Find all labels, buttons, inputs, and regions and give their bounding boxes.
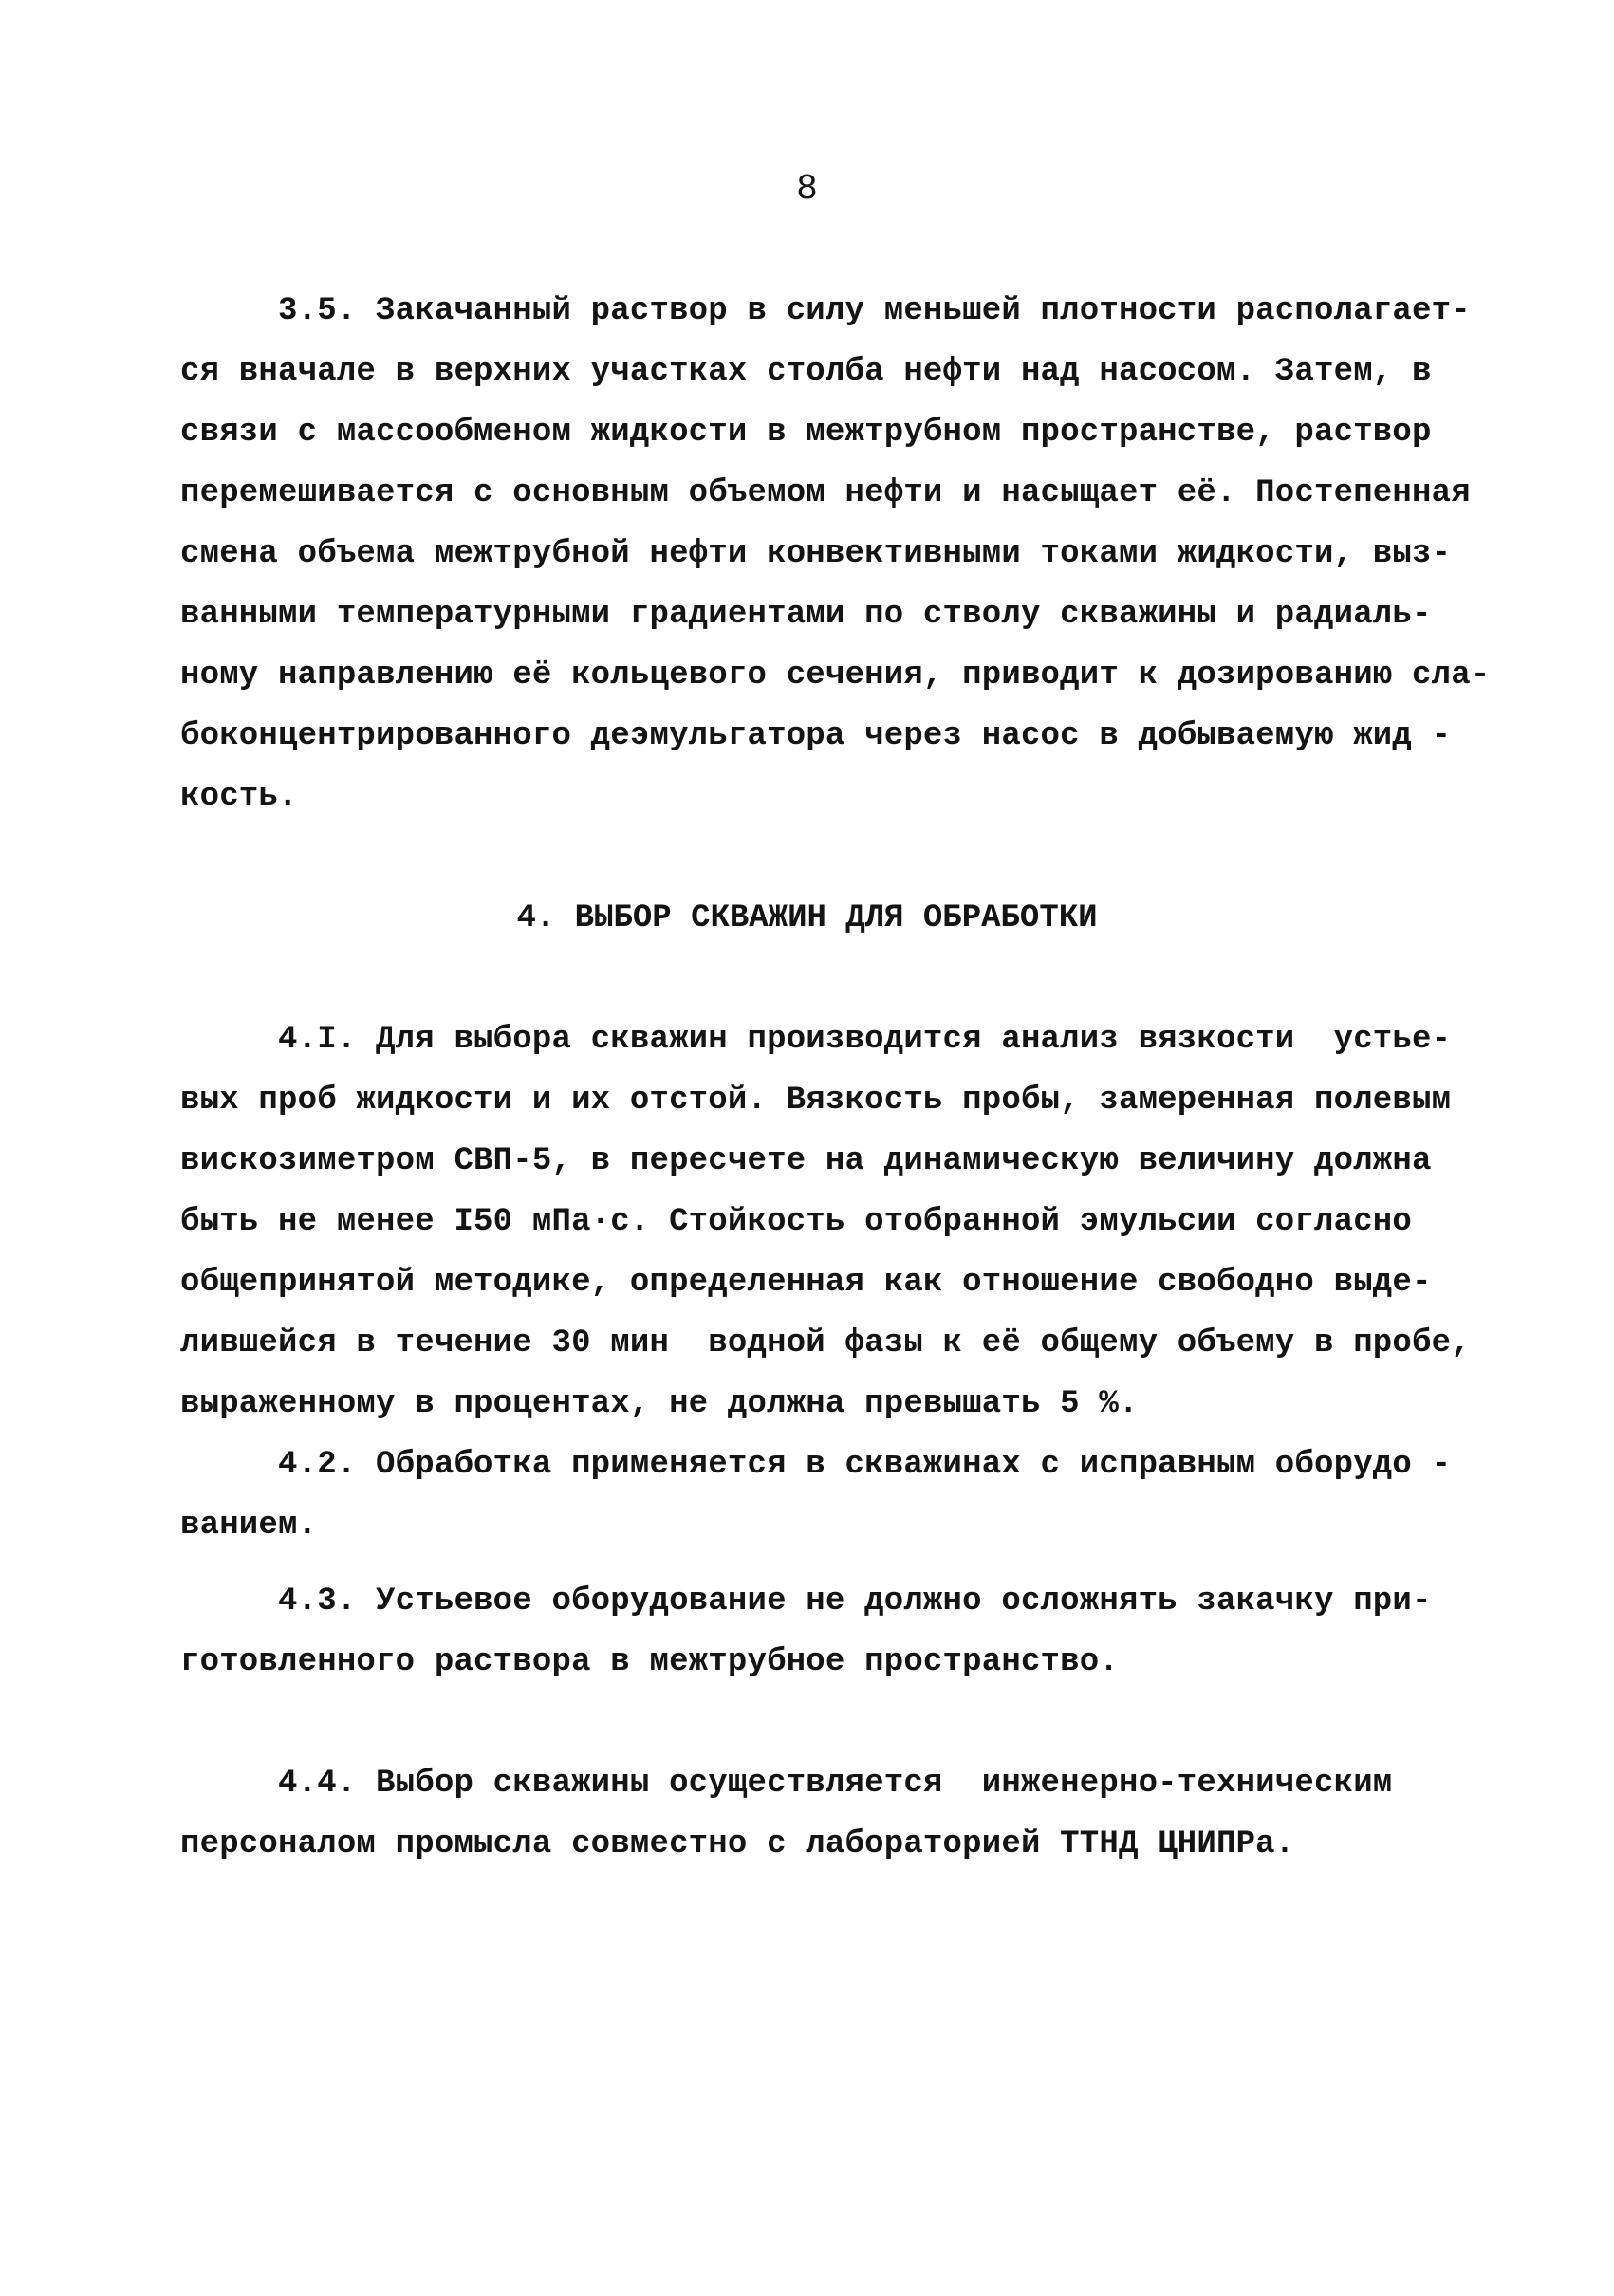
- text-line: 3.5. Закачанный раствор в силу меньшей плотности располагает-: [180, 293, 1471, 329]
- text-line: общепринятой методике, определенная как отношение свободно выде-: [180, 1265, 1432, 1301]
- text-line: вискозиметром СВП-5, в пересчете на динамическую величину должна: [180, 1143, 1432, 1179]
- text-line: 4.I. Для выбора скважин производится анализ вязкости устье-: [180, 1022, 1452, 1058]
- text-line: связи с массообменом жидкости в межтрубном пространстве, раствор: [180, 415, 1432, 451]
- text-line: лившейся в течение 30 мин водной фазы к её общему объему в пробе,: [180, 1325, 1471, 1361]
- text-line: боконцентрированного деэмульгатора через насос в добываемую жид -: [180, 718, 1452, 754]
- text-line: быть не менее I50 мПа·с. Стойкость отобранной эмульсии согласно: [180, 1204, 1413, 1240]
- section-heading: 4. ВЫБОР СКВАЖИН ДЛЯ ОБРАБОТКИ: [516, 900, 1098, 936]
- text-line: 4.4. Выбор скважины осуществляется инженерно-техническим: [180, 1766, 1393, 1802]
- text-line: готовленного раствора в межтрубное пространство.: [180, 1644, 1119, 1680]
- text-line: ному направлению её кольцевого сечения, приводит к дозированию сла-: [180, 657, 1491, 694]
- text-line: кость.: [180, 779, 298, 815]
- text-line: персоналом промысла совместно с лабораторией ТТНД ЦНИПРа.: [180, 1826, 1295, 1862]
- text-line: ванием.: [180, 1508, 318, 1544]
- text-line: ся вначале в верхних участках столба нефти над насосом. Затем, в: [180, 354, 1432, 390]
- text-line: выраженному в процентах, не должна превышать 5 %.: [180, 1386, 1139, 1422]
- text-line: вых проб жидкости и их отстой. Вязкость пробы, замеренная полевым: [180, 1083, 1452, 1119]
- text-line: 4.2. Обработка применяется в скважинах с исправным оборудо -: [180, 1447, 1452, 1483]
- text-line: перемешивается с основным объемом нефти и насыщает её. Постепенная: [180, 475, 1471, 511]
- text-line: смена объема межтрубной нефти конвективными токами жидкости, выз-: [180, 536, 1452, 572]
- text-line: 4.3. Устьевое оборудование не должно осложнять закачку при-: [180, 1583, 1432, 1620]
- page-number: 8: [796, 169, 818, 210]
- text-line: ванными температурными градиентами по стволу скважины и радиаль-: [180, 597, 1432, 633]
